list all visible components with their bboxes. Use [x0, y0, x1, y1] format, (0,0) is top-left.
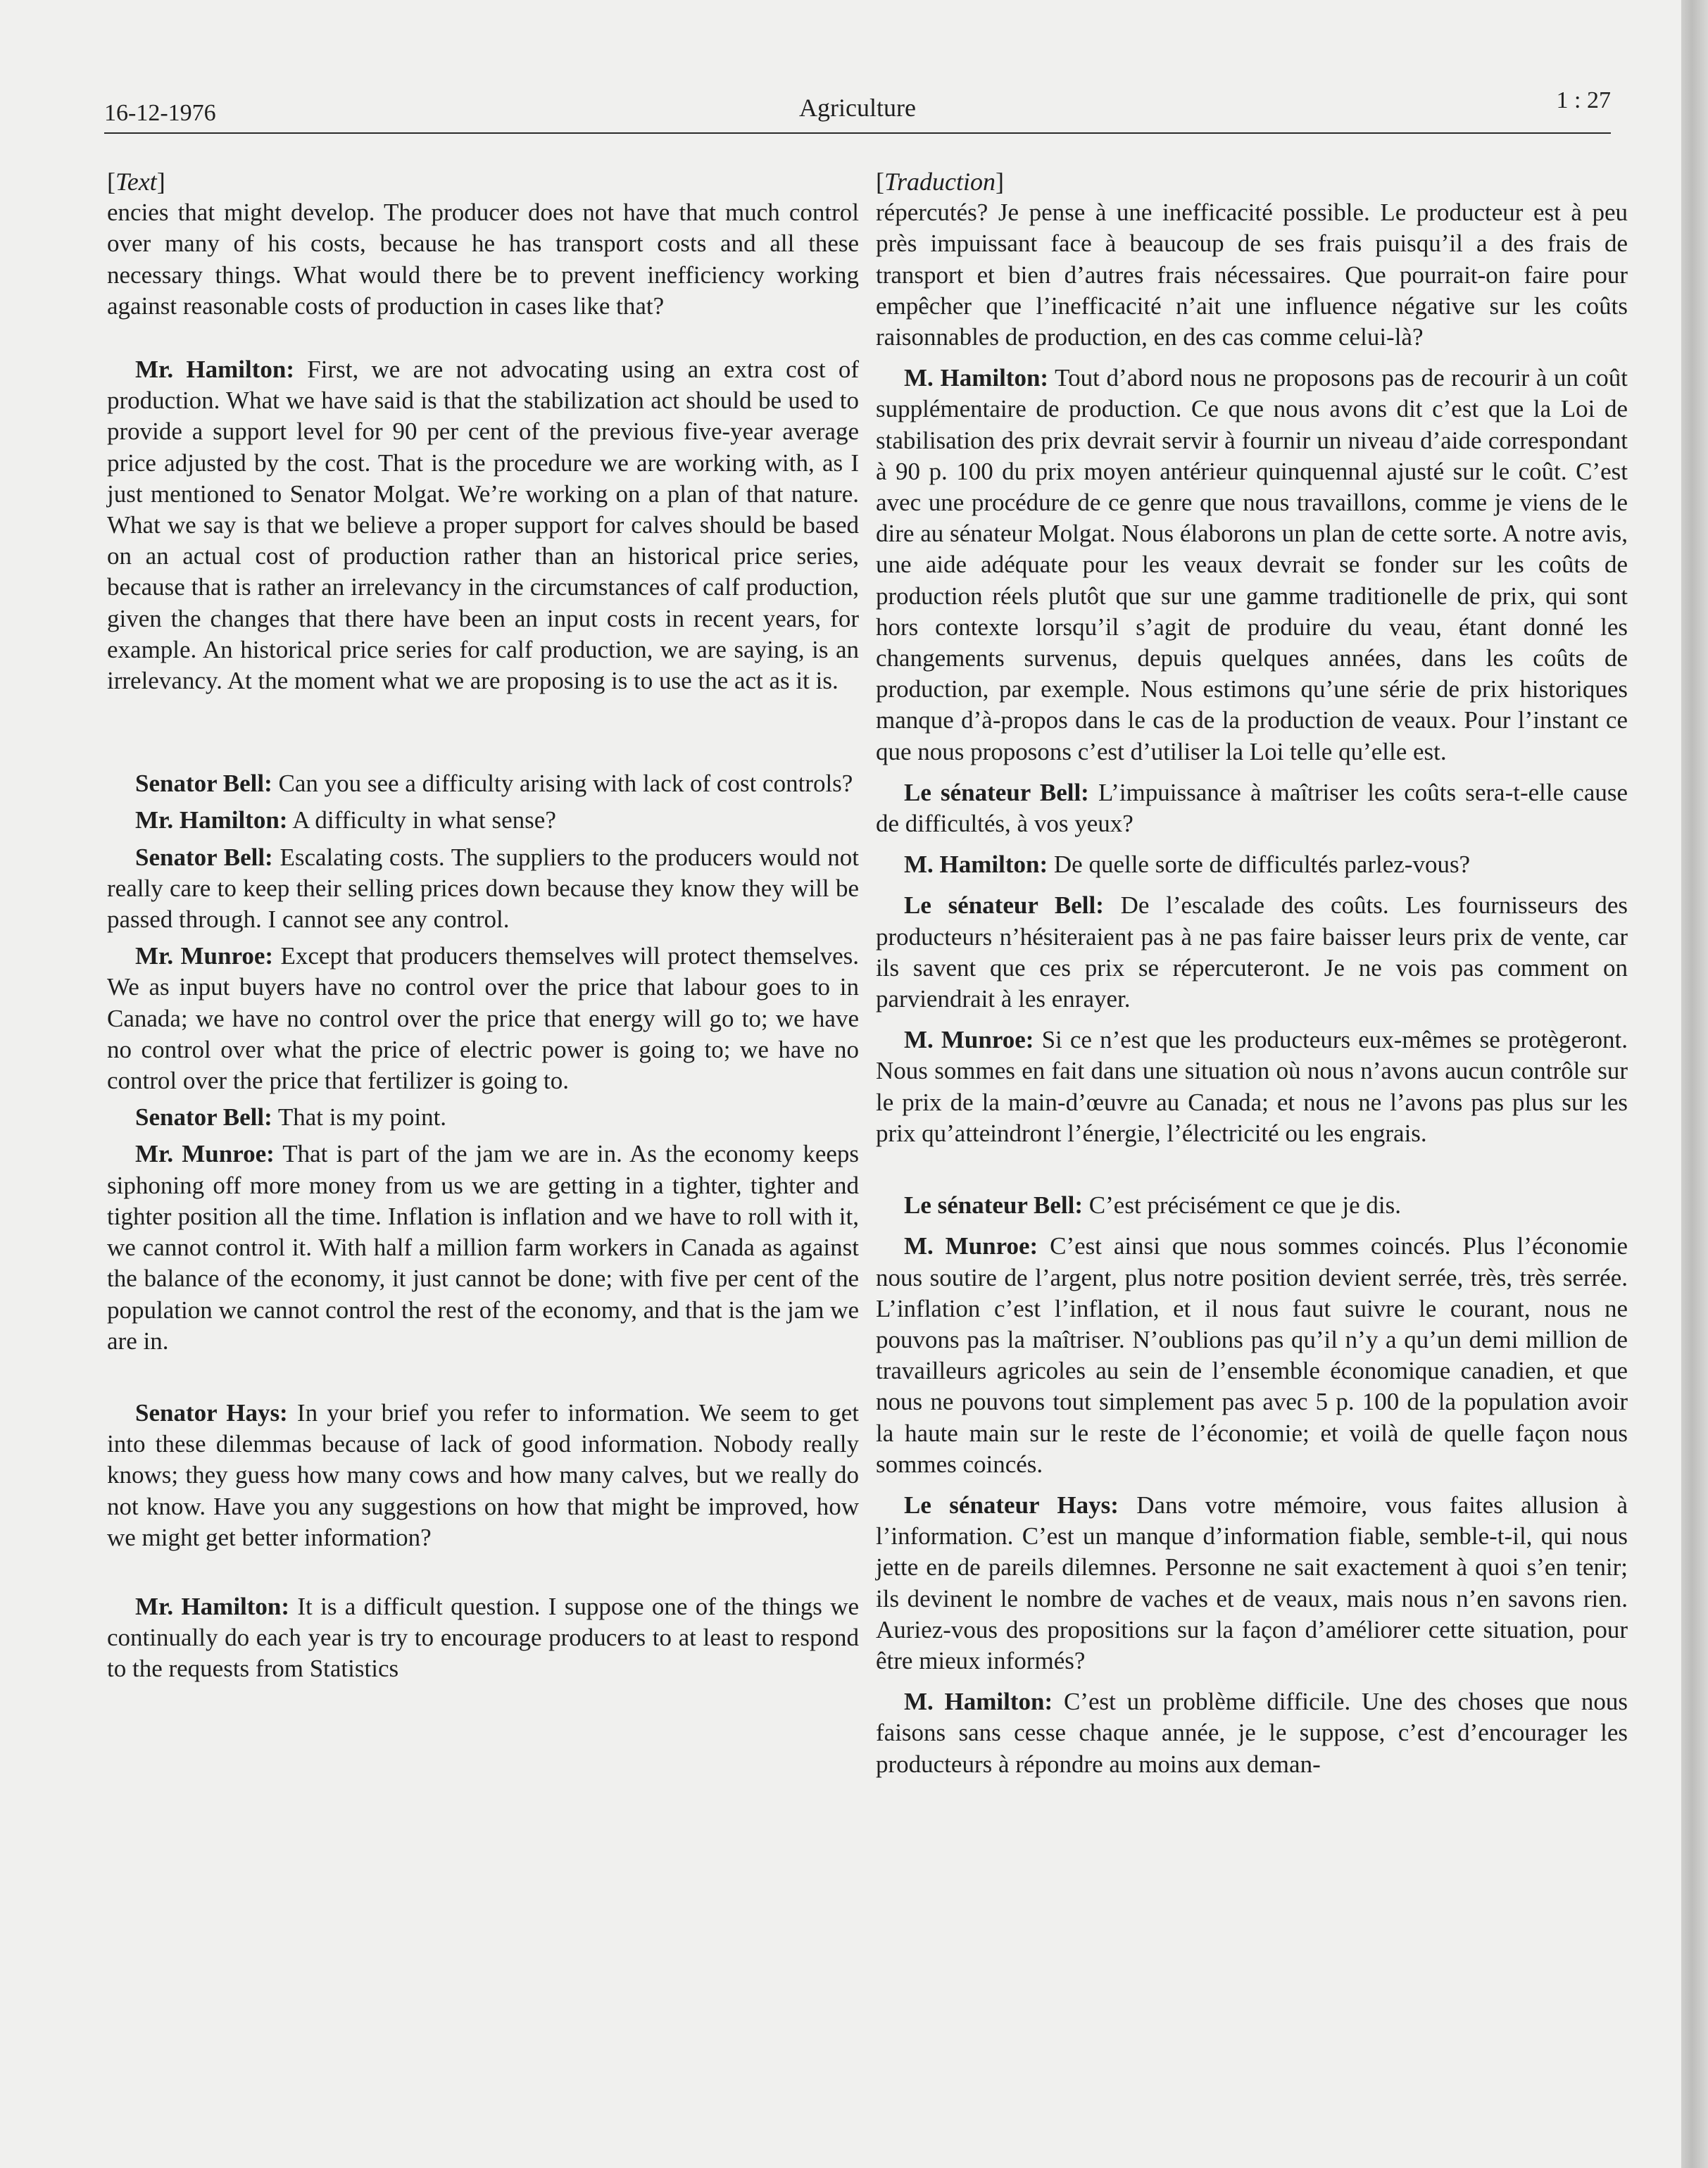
speaker: Senator Bell:: [135, 843, 273, 871]
paragraph: M. Munroe: C’est ainsi que nous sommes coincés. Plus l’économie nous soutire de l’argent, plus notre position devient serrée, très, très serrée. L’inflation c’est l’inflation, et il nous faut suivre le courant, nous ne pouvons pas la maîtriser. N’oublions pas qu’il n’y a qu’un demi million de travailleurs agricoles au sein de l’ensemble économique canadien, et que nous ne pouvons tout simplement pas avec 5 p. 100 de la population avoir la haute main sur le reste de l’économie; et voilà de quelle façon nous sommes coincés.: [876, 1232, 1628, 1478]
header-title: Agriculture: [799, 94, 916, 122]
language-tag-text: Text: [115, 168, 157, 196]
language-tag: [Traduction]: [876, 168, 1005, 196]
speaker: Mr. Hamilton:: [135, 1592, 290, 1620]
paragraph: Mr. Munroe: Except that producers themselves will protect themselves. We as input buyers have no control over the price that labour goes to in Canada; we have no control over the price that energy will go to; we have no control over what the price of electric power is going to; we have no control over the price that fertilizer is going to.: [107, 942, 860, 1095]
paragraph: Senator Hays: In your brief you refer to information. We seem to get into these dilemmas because of lack of good information. Nobody really knows; they guess how many cows and how many calves, but we really do not know. Have you any suggestions on how that might be improved, how we might get better information?: [107, 1398, 859, 1551]
speaker: Mr. Hamilton:: [135, 356, 294, 384]
speaker: Le sénateur Hays:: [904, 1491, 1119, 1519]
speaker: Mr. Munroe:: [135, 942, 274, 970]
language-tag-text: Traduction: [884, 168, 996, 196]
speaker: Senator Bell:: [135, 770, 272, 798]
header-page-number: 1 : 27: [1556, 87, 1611, 113]
speaker: Senator Bell:: [135, 1103, 272, 1132]
column-french: [876, 166, 1628, 1780]
paragraph: M. Hamilton: C’est un problème difficile. Une des choses que nous faisons sans cesse chaque année, je le suppose, c’est d’encourager les producteurs à répondre au moins aux deman-: [876, 1688, 1628, 1778]
paragraph: Senator Bell: Escalating costs. The suppliers to the producers would not really care to keep their selling prices down because they know they will be passed through. I cannot see any control.: [107, 843, 859, 934]
paragraph: Le sénateur Bell: De l’escalade des coûts. Les fournisseurs des producteurs n’hésiteraient pas à ne pas faire baisser leurs prix de vente, car ils savent que ces prix se répercuteront. Je ne vois pas comment on parviendrait à les enrayer.: [876, 891, 1628, 1013]
paragraph: encies that might develop. The producer does not have that much control over many of his costs, because he has transport costs and all these necessary things. What would there be to prevent inefficiency working against reasonable costs of production in cases like that?: [107, 199, 859, 320]
header-date: 16-12-1976: [104, 100, 216, 126]
paragraph: Mr. Hamilton: First, we are not advocating using an extra cost of production. What we have said is that the stabilization act should be used to provide a support level for 90 per cent of the previous five-year average price adjusted by the cost. That is the procedure we are working with, as I just mentioned to Senator Molgat. We’re working on a plan of that nature. What we say is that we believe a proper support for calves should be based on an actual cost of production rather than an historical price series, because that is rather an irrelevancy in the circumstances of calf production, given the changes that there have been an input costs in recent years, for example. An historical price series for calf production, we are saying, is an irrelevancy. At the moment what we are proposing is to use the act as it is.: [107, 356, 859, 695]
column-english: [107, 166, 859, 1685]
speaker: M. Hamilton:: [904, 1688, 1053, 1716]
speaker: M. Hamilton:: [904, 364, 1049, 392]
speaker: Le sénateur Bell:: [904, 891, 1104, 920]
paragraph: Senator Bell: That is my point.: [135, 1103, 447, 1132]
speaker: Le sénateur Bell:: [904, 778, 1089, 806]
speaker: M. Hamilton:: [904, 851, 1048, 879]
speaker: Mr. Munroe:: [135, 1140, 275, 1168]
speaker: M. Munroe:: [904, 1026, 1034, 1054]
paragraph: M. Munroe: Si ce n’est que les producteurs eux-mêmes se protègeront. Nous sommes en fait dans une situation où nous n’avons aucun contrôle sur le prix de la main-d’œuvre au Canada; et nous ne l’avons pas plus sur les prix qu’atteindront l’énergie, l’électricité ou les engrais.: [876, 1026, 1628, 1147]
paragraph: répercutés? Je pense à une inefficacité possible. Le producteur est à peu près impuissant face à beaucoup de ses frais puisqu’il a des frais de transport et bien d’autres frais nécessaires. Que pourrait-on faire pour empêcher que l’inefficacité n’ait une influence négative sur les coûts raisonnables de production, en des cas comme celui-là?: [876, 199, 1628, 351]
language-tag: [Text]: [107, 168, 165, 196]
paragraph: Le sénateur Bell: L’impuissance à maîtriser les coûts sera-t-elle cause de difficultés, à vos yeux?: [876, 778, 1628, 838]
page-edge: [1681, 0, 1708, 2168]
paragraph: Senator Bell: Can you see a difficulty arising with lack of cost controls?: [135, 770, 853, 798]
running-header: [104, 86, 1611, 134]
speaker: Senator Hays:: [135, 1398, 288, 1427]
paragraph: Le sénateur Bell: C’est précisément ce que je dis.: [904, 1191, 1401, 1220]
paragraph: Mr. Hamilton: A difficulty in what sense?: [135, 806, 556, 834]
paragraph: M. Hamilton: De quelle sorte de difficultés parlez-vous?: [904, 851, 1471, 879]
paragraph: Mr. Munroe: That is part of the jam we are in. As the economy keeps siphoning off more money from us we are getting in a tighter, tighter and tighter position all the time. Inflation is inflation and we have to roll with it, we cannot control it. With half a million farm workers in Canada as against the balance of the economy, it just cannot be done; with five per cent of the population we cannot control the rest of the economy, and that is the jam we are in.: [107, 1140, 860, 1355]
speaker: Le sénateur Bell:: [904, 1191, 1084, 1220]
paragraph: Mr. Hamilton: It is a difficult question. I suppose one of the things we continually do each year is try to encourage producers to at least to respond to the requests from Statistics: [107, 1592, 860, 1683]
speaker: M. Munroe:: [904, 1232, 1038, 1260]
speaker: Mr. Hamilton:: [135, 806, 288, 834]
paragraph: Le sénateur Hays: Dans votre mémoire, vous faites allusion à l’information. C’est un manque d’information fiable, semble-t-il, qui nous jette en de pareils dilemnes. Personne ne sait exactement à quoi s’en tenir; ils devinent le nombre de vaches et de veaux, mais nous n’en savons rien. Auriez-vous des propositions sur la façon d’améliorer cette situation, pour être mieux informés?: [876, 1491, 1628, 1674]
paragraph: M. Hamilton: Tout d’abord nous ne proposons pas de recourir à un coût supplémentaire de production. Ce que nous avons dit c’est que la Loi de stabilisation des prix devrait servir à fournir un niveau d’aide correspondant à 90 p. 100 du prix moyen antérieur quinquennal ajusté sur le coût. C’est avec une procédure de ce genre que nous travaillons, comme je viens de le dire au sénateur Molgat. Nous élaborons un plan de cette sorte. A notre avis, une aide adéquate pour les veaux devrait se fonder sur les coûts de production réels plutôt que sur une gamme traditionelle de prix, qui sont hors contexte lorsqu’il s’agit de produire du veau, étant donné les changements survenus, depuis quelques années, dans les coûts de production, par exemple. Nous estimons qu’une série de prix historiques manque d’à-propos dans le cas de la production de veaux. Pour l’instant ce que nous proposons c’est d’utiliser la Loi telle qu’elle est.: [876, 364, 1628, 765]
